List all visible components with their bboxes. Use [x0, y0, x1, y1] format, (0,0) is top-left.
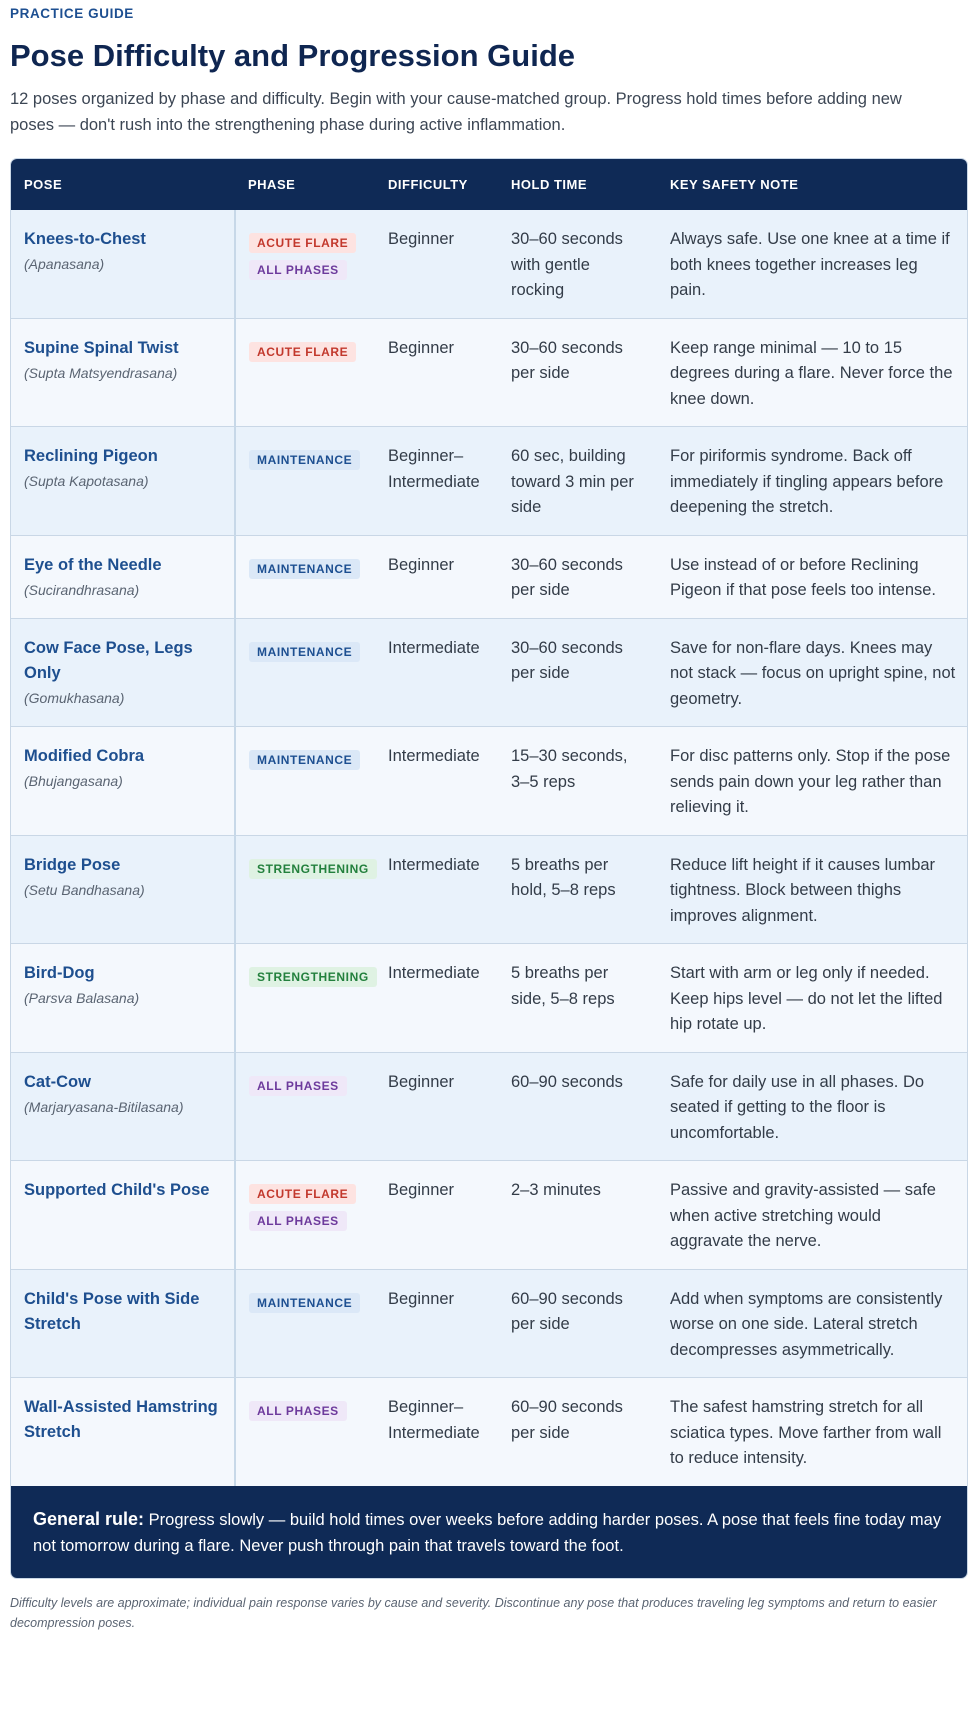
- difficulty-cell: Beginner–Intermediate: [388, 447, 480, 491]
- table-row: [11, 1378, 968, 1486]
- difficulty-cell: Beginner–Intermediate: [388, 1398, 480, 1442]
- pose-cell: [11, 318, 235, 427]
- table-row: [11, 1269, 968, 1378]
- safety-note-cell: Use instead of or before Reclining Pigeon if that pose feels too intense.: [670, 555, 937, 599]
- pose-table: [11, 159, 968, 1486]
- safety-note-cell: Always safe. Use one knee at a time if both knees together increases leg pain.: [670, 230, 950, 299]
- table-row: [11, 535, 968, 618]
- safety-note-cell: For disc patterns only. Stop if the pose sends pain down your leg rather than relieving it.: [670, 747, 951, 816]
- pose-name: Wall-Assisted Hamstring Stretch: [24, 1398, 218, 1441]
- phase-badge: MAINTENANCE: [249, 1293, 360, 1313]
- phase-badge: ALL PHASES: [249, 260, 347, 280]
- hold-time-cell: 5 breaths per hold, 5–8 reps: [511, 855, 616, 899]
- footnote: Difficulty levels are approximate; individual pain response varies by cause and severity. Discontinue any pose that produces traveling leg symptoms and return to easier decompression poses.: [10, 1595, 937, 1630]
- pose-cell: [11, 727, 235, 836]
- pose-cell: [11, 835, 235, 944]
- table-row: [11, 944, 968, 1053]
- difficulty-cell: Beginner: [388, 555, 455, 574]
- column-header-pose: POSE: [24, 177, 63, 192]
- eyebrow-label: PRACTICE GUIDE: [10, 6, 134, 21]
- phase-cell: [235, 427, 375, 536]
- hold-time-cell: 60–90 seconds per side: [511, 1398, 623, 1442]
- pose-sanskrit-name: (Supta Matsyendrasana): [24, 364, 178, 381]
- pose-cell: [11, 427, 235, 536]
- table-row: [11, 1161, 968, 1270]
- hold-time-cell: 60 sec, building toward 3 min per side: [511, 447, 634, 516]
- difficulty-cell: Intermediate: [388, 964, 480, 982]
- page-title: Pose Difficulty and Progression Guide: [10, 38, 575, 73]
- table-row: [11, 727, 968, 836]
- phase-cell: [235, 535, 375, 618]
- phase-badge: ACUTE FLARE: [249, 342, 356, 362]
- pose-table-card: [10, 158, 968, 1579]
- pose-name: Knees-to-Chest: [24, 230, 146, 248]
- pose-cell: [11, 1052, 235, 1161]
- difficulty-cell: Intermediate: [388, 747, 480, 765]
- table-row: [11, 835, 968, 944]
- pose-name: Child's Pose with Side Stretch: [24, 1289, 200, 1333]
- pose-sanskrit-name: (Marjaryasana-Bitilasana): [24, 1098, 184, 1115]
- column-header-hold-time: HOLD TIME: [511, 177, 587, 192]
- phase-badge: MAINTENANCE: [249, 450, 360, 470]
- table-row: [11, 427, 968, 536]
- phase-cell: [235, 1378, 375, 1486]
- pose-cell: [11, 1161, 235, 1270]
- safety-note-cell: For piriformis syndrome. Back off immediately if tingling appears before deepening the stretch.: [670, 447, 944, 516]
- hold-time-cell: 30–60 seconds with gentle rocking: [511, 230, 623, 299]
- hold-time-cell: 30–60 seconds per side: [511, 338, 623, 382]
- pose-name: Bird-Dog: [24, 964, 95, 982]
- table-header-row: [11, 159, 968, 210]
- phase-cell: [235, 1052, 375, 1161]
- safety-note-cell: Reduce lift height if it causes lumbar tightness. Block between thighs improves alignment.: [670, 855, 936, 925]
- safety-note-cell: Safe for daily use in all phases. Do seated if getting to the floor is uncomfortable.: [670, 1072, 925, 1142]
- pose-sanskrit-name: (Parsva Balasana): [24, 990, 140, 1006]
- hold-time-cell: 5 breaths per side, 5–8 reps: [511, 964, 615, 1008]
- phase-badge: ACUTE FLARE: [249, 233, 356, 253]
- pose-cell: [11, 944, 235, 1053]
- pose-name: Supine Spinal Twist: [24, 338, 179, 357]
- phase-badge: ALL PHASES: [249, 1401, 347, 1421]
- difficulty-cell: Beginner: [388, 1072, 455, 1091]
- safety-note-cell: Save for non-flare days. Knees may not stack — focus on upright spine, not geometry.: [670, 638, 956, 708]
- table-row: [11, 318, 968, 427]
- phase-cell: [235, 1161, 375, 1270]
- phase-badge: MAINTENANCE: [249, 642, 360, 662]
- phase-cell: [235, 618, 375, 727]
- pose-name: Cat-Cow: [24, 1072, 91, 1091]
- pose-cell: [11, 535, 235, 618]
- table-row: [11, 210, 968, 318]
- phase-cell: [235, 727, 375, 836]
- difficulty-cell: Beginner: [388, 1289, 455, 1308]
- phase-cell: [235, 835, 375, 944]
- pose-sanskrit-name: (Bhujangasana): [24, 773, 123, 789]
- general-rule-label: General rule:: [33, 1508, 145, 1529]
- table-row: [11, 1052, 968, 1161]
- safety-note-cell: Start with arm or leg only if needed. Keep hips level — do not let the lifted hip rotate up.: [670, 964, 943, 1033]
- hold-time-cell: 30–60 seconds per side: [511, 638, 623, 682]
- pose-sanskrit-name: (Sucirandhrasana): [24, 581, 140, 598]
- phase-cell: [235, 1269, 375, 1378]
- column-header-phase: PHASE: [248, 177, 296, 192]
- phase-badge: STRENGTHENING: [249, 859, 377, 879]
- pose-name: Cow Face Pose, Legs Only: [24, 638, 193, 682]
- phase-badge: STRENGTHENING: [249, 967, 377, 987]
- safety-note-cell: Passive and gravity-assisted — safe when active stretching would aggravate the nerve.: [670, 1181, 936, 1250]
- safety-note-cell: The safest hamstring stretch for all sciatica types. Move farther from wall to reduce intensity.: [670, 1398, 942, 1467]
- pose-name: Reclining Pigeon: [24, 447, 158, 465]
- phase-badge: ALL PHASES: [249, 1076, 347, 1096]
- difficulty-cell: Intermediate: [388, 638, 480, 657]
- phase-cell: [235, 318, 375, 427]
- pose-cell: [11, 210, 235, 318]
- intro-text: 12 poses organized by phase and difficulty. Begin with your cause-matched group. Progress hold times before adding new poses — don't rush into the strengthening phase during active inflammation.: [10, 90, 902, 134]
- pose-cell: [11, 1269, 235, 1378]
- hold-time-cell: 2–3 minutes: [511, 1181, 601, 1199]
- hold-time-cell: 60–90 seconds per side: [511, 1289, 623, 1333]
- pose-sanskrit-name: (Apanasana): [24, 256, 105, 272]
- pose-sanskrit-name: (Gomukhasana): [24, 689, 125, 706]
- pose-name: Eye of the Needle: [24, 555, 162, 574]
- safety-note-cell: Add when symptoms are consistently worse on one side. Lateral stretch decompresses asymmetrically.: [670, 1289, 943, 1359]
- phase-cell: [235, 210, 375, 318]
- phase-badge: MAINTENANCE: [249, 750, 360, 770]
- hold-time-cell: 60–90 seconds: [511, 1072, 623, 1091]
- safety-note-cell: Keep range minimal — 10 to 15 degrees during a flare. Never force the knee down.: [670, 338, 953, 408]
- pose-cell: [11, 1378, 235, 1486]
- difficulty-cell: Beginner: [388, 338, 455, 357]
- pose-sanskrit-name: (Setu Bandhasana): [24, 881, 145, 898]
- pose-name: Supported Child's Pose: [24, 1181, 210, 1199]
- general-rule-box: [11, 1486, 967, 1578]
- phase-cell: [235, 944, 375, 1053]
- hold-time-cell: 15–30 seconds, 3–5 reps: [511, 747, 628, 791]
- column-header-difficulty: DIFFICULTY: [388, 177, 468, 192]
- pose-cell: [11, 618, 235, 727]
- column-header-safety-note: KEY SAFETY NOTE: [670, 177, 799, 192]
- difficulty-cell: Intermediate: [388, 855, 480, 874]
- phase-badge: MAINTENANCE: [249, 559, 360, 579]
- difficulty-cell: Beginner: [388, 230, 455, 248]
- hold-time-cell: 30–60 seconds per side: [511, 555, 623, 599]
- pose-name: Modified Cobra: [24, 747, 145, 765]
- pose-sanskrit-name: (Supta Kapotasana): [24, 473, 149, 489]
- table-row: [11, 618, 968, 727]
- phase-badge: ACUTE FLARE: [249, 1184, 356, 1204]
- difficulty-cell: Beginner: [388, 1181, 455, 1199]
- phase-badge: ALL PHASES: [249, 1211, 347, 1231]
- pose-name: Bridge Pose: [24, 855, 121, 874]
- general-rule-text: Progress slowly — build hold times over weeks before adding harder poses. A pose that feels fine today may not tomorrow during a flare. Never push through pain that travels toward the foot.: [33, 1510, 942, 1555]
